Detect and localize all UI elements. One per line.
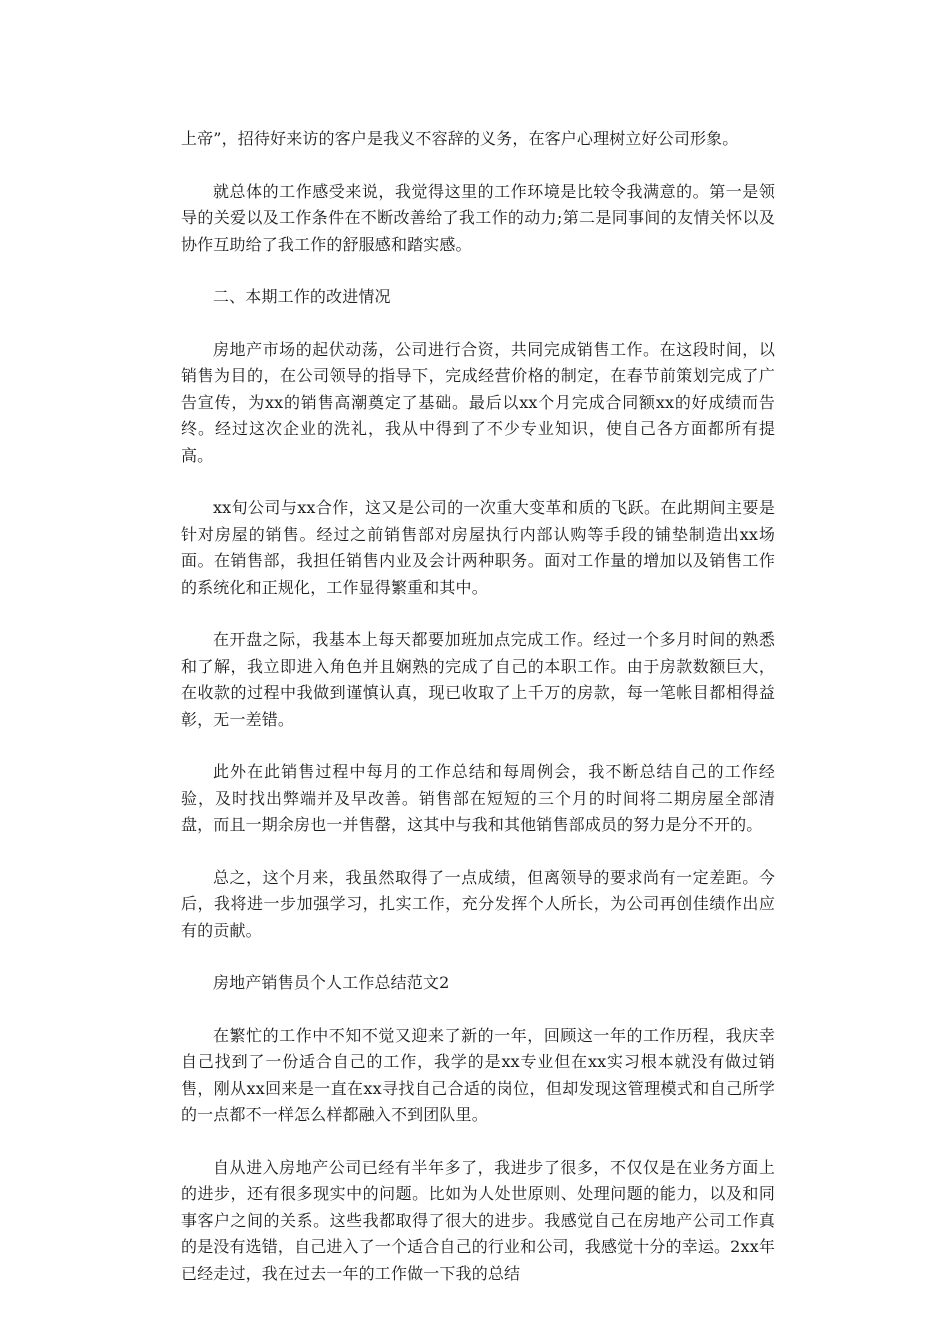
paragraph-8: 在繁忙的工作中不知不觉又迎来了新的一年，回顾这一年的工作历程，我庆幸自己找到了一份适合自己的工作，我学的是xx专业但在xx实习根本就没有做过销售，刚从xx回来是一直在xx寻找自己合适的岗位，但却发现这管理模式和自己所学的一点都不一样怎么样都融入不到团队里。 — [181, 1025, 775, 1124]
article-subtitle: 房地产销售员个人工作总结范文2 — [213, 973, 450, 992]
paragraph-1: 上帝”，招待好来访的客户是我义不容辞的义务，在客户心理树立好公司形象。 — [181, 129, 739, 148]
paragraph-7: 总之，这个月来，我虽然取得了一点成绩，但离领导的要求尚有一定差距。今后，我将进一步加强学习，扎实工作，充分发挥个人所长，为公司再创佳绩作出应有的贡献。 — [181, 867, 775, 940]
paragraph-5: 在开盘之际，我基本上每天都要加班加点完成工作。经过一个多月时间的熟悉和了解，我立即进入角色并且娴熟的完成了自己的本职工作。由于房款数额巨大，在收款的过程中我做到谨慎认真，现已收取了上千万的房款，每一笔帐目都相得益彰，无一差错。 — [181, 630, 775, 729]
paragraph-2: 就总体的工作感受来说，我觉得这里的工作环境是比较令我满意的。第一是领导的关爱以及工作条件在不断改善给了我工作的动力;第二是同事间的友情关怀以及协作互助给了我工作的舒服感和踏实感。 — [181, 181, 775, 254]
section-heading: 二、本期工作的改进情况 — [213, 287, 391, 306]
document-body — [181, 126, 775, 1313]
paragraph-3: 房地产市场的起伏动荡，公司进行合资，共同完成销售工作。在这段时间，以销售为目的，在公司领导的指导下，完成经营价格的制定，在春节前策划完成了广告宣传，为xx的销售高潮奠定了基础。最后以xx个月完成合同额xx的好成绩而告终。经过这次企业的洗礼，我从中得到了不少专业知识，使自己各方面都所有提高。 — [181, 339, 775, 465]
paragraph-4: xx旬公司与xx合作，这又是公司的一次重大变革和质的飞跃。在此期间主要是针对房屋的销售。经过之前销售部对房屋执行内部认购等手段的铺垫制造出xx场面。在销售部，我担任销售内业及会计两种职务。面对工作量的增加以及销售工作的系统化和正规化，工作显得繁重和其中。 — [181, 498, 775, 597]
paragraph-9: 自从进入房地产公司已经有半年多了，我进步了很多，不仅仅是在业务方面上的进步，还有很多现实中的问题。比如为人处世原则、处理问题的能力，以及和同事客户之间的关系。这些我都取得了很大的进步。我感觉自己在房地产公司工作真的是没有选错，自己进入了一个适合自己的行业和公司，我感觉十分的幸运。2xx年已经走过，我在过去一年的工作做一下我的总结 — [181, 1157, 775, 1283]
paragraph-6: 此外在此销售过程中每月的工作总结和每周例会，我不断总结自己的工作经验，及时找出弊端并及早改善。销售部在短短的三个月的时间将二期房屋全部清盘，而且一期余房也一并售罄，这其中与我和其他销售部成员的努力是分不开的。 — [181, 762, 775, 834]
